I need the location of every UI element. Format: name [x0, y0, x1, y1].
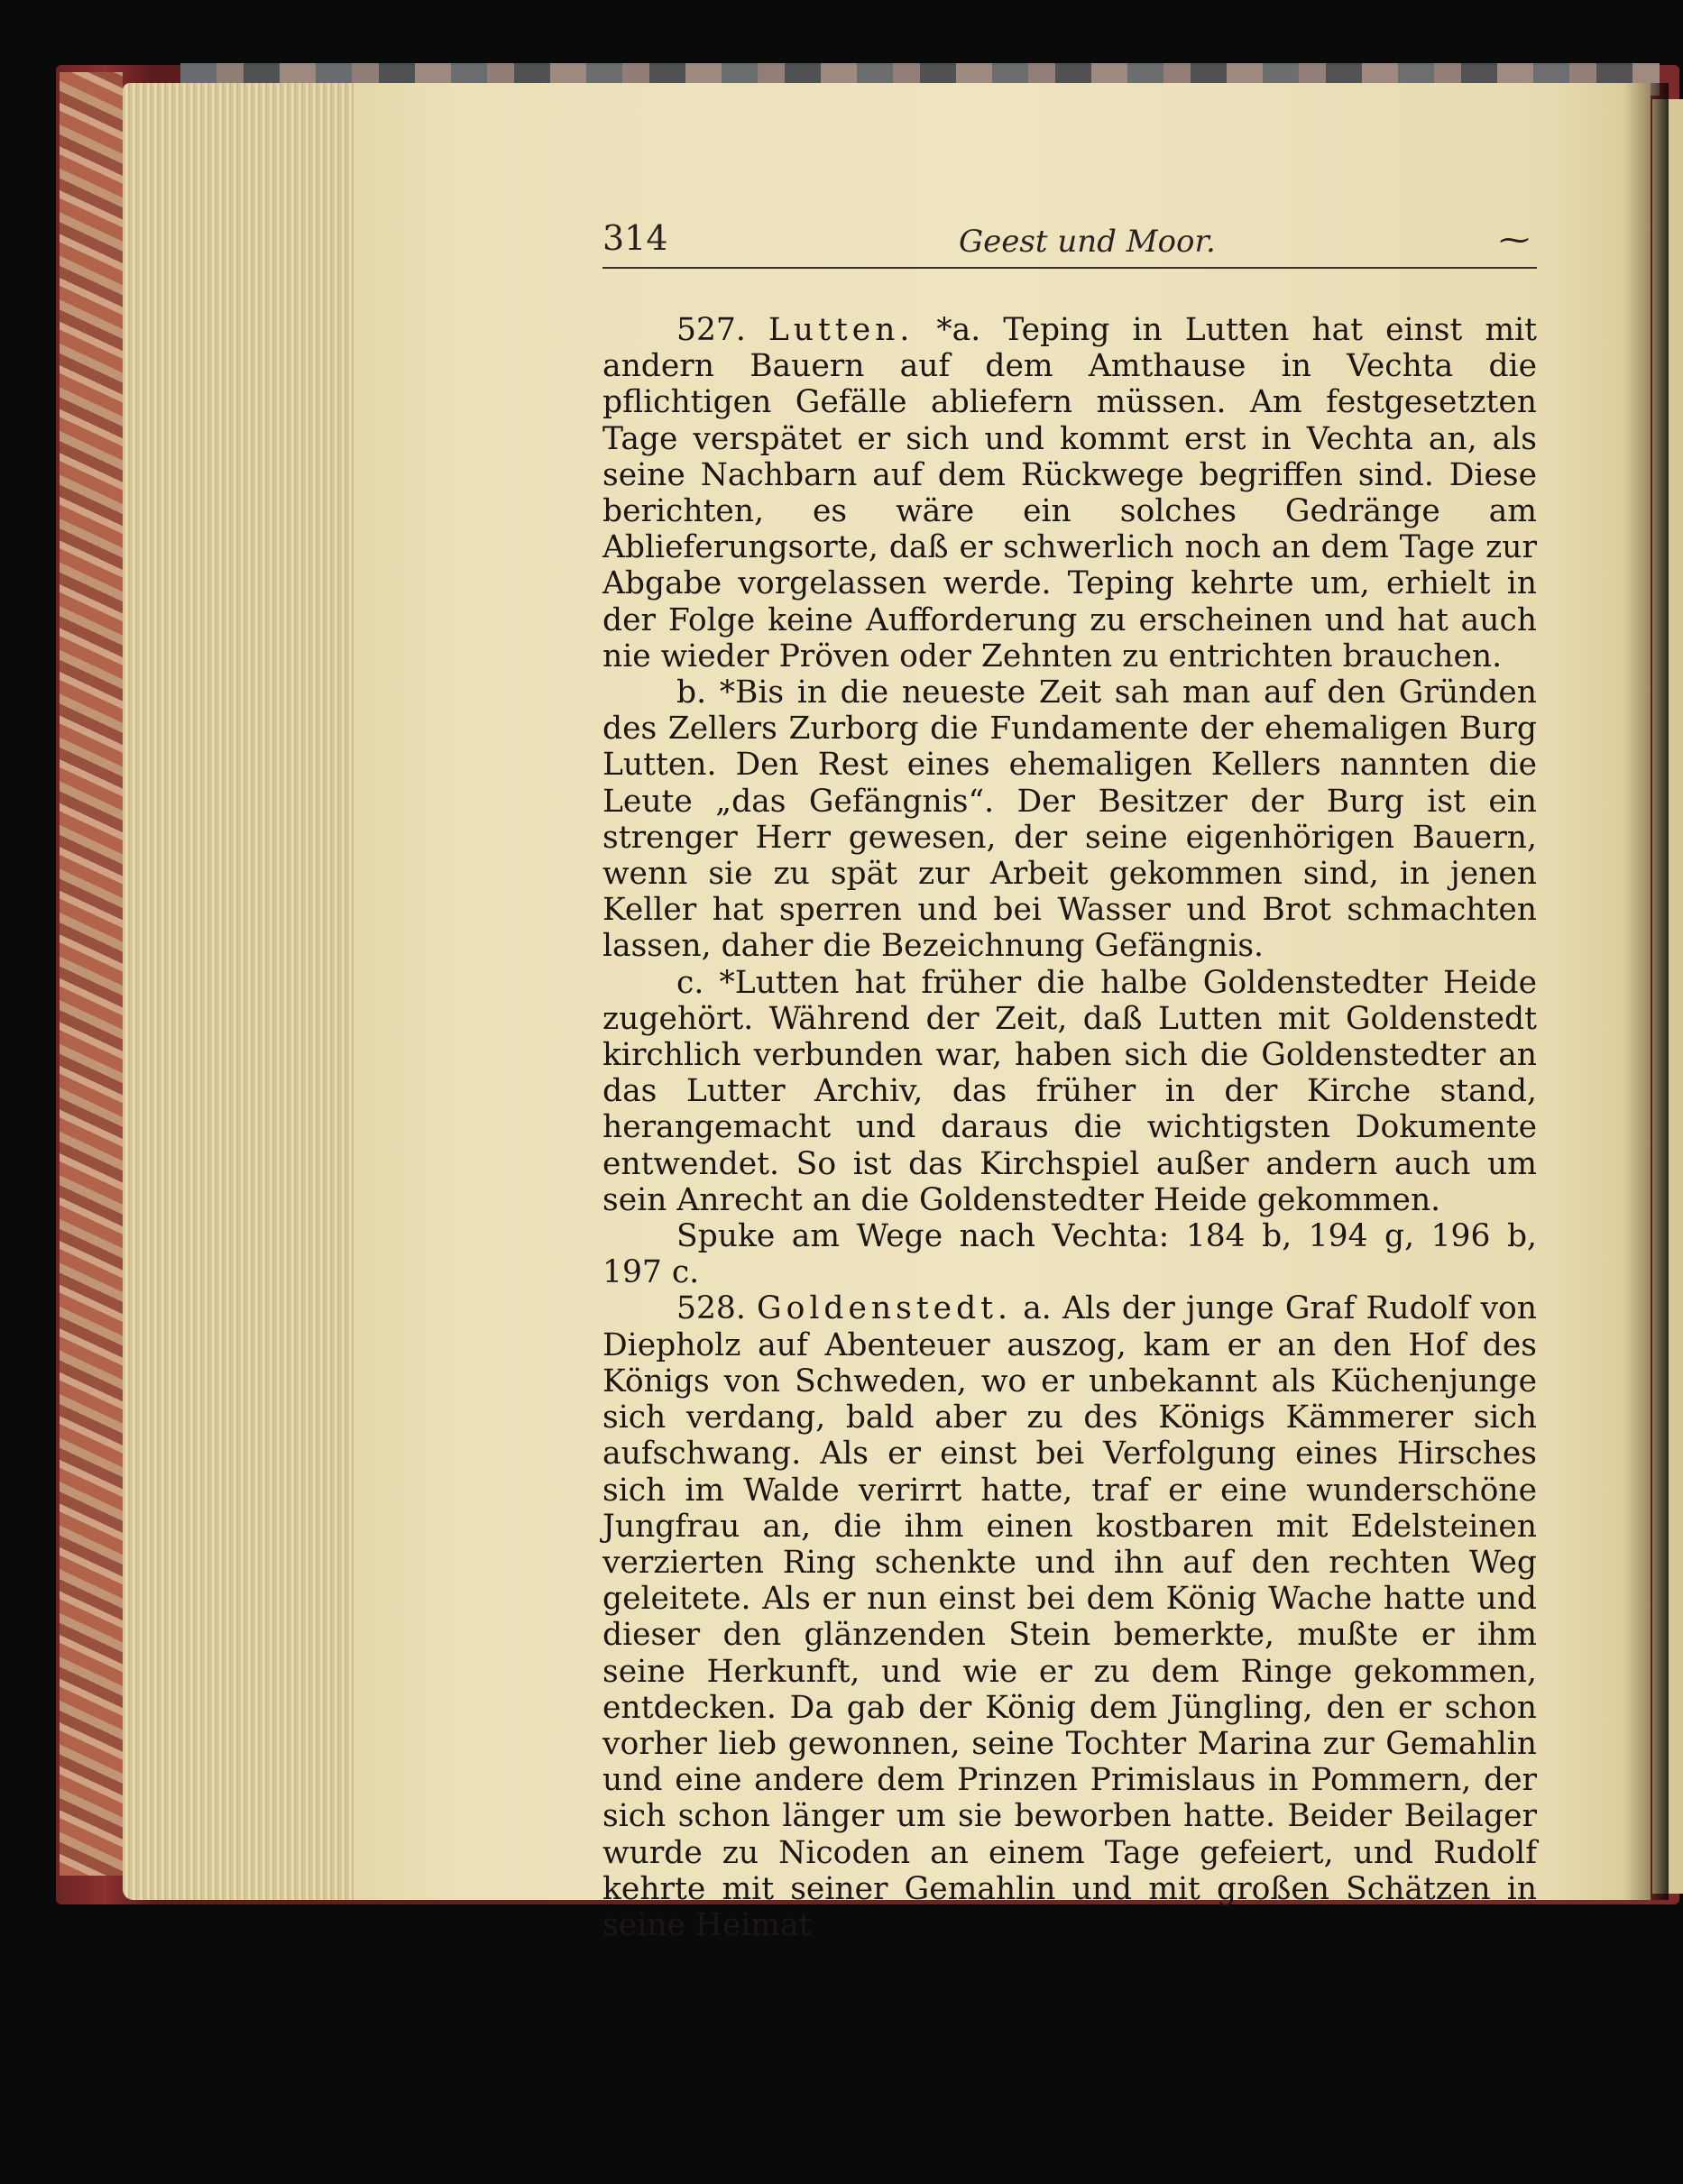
entry-keyword: Goldenstedt.: [757, 1290, 1013, 1327]
entry-number: 527.: [676, 312, 746, 348]
paragraph-text: a. Als der junge Graf Rudolf von Diepholz auf Abenteuer auszog, kam er an den Hof des Königs von Schweden, wo er unbekannt als Küchenjunge sich verdang, bald aber zu des Königs Kämmerer sich aufschwang. Als er einst bei Verfolgung eines Hirsches sich im Walde verirrt hatte, traf er eine wunderschöne Jungfrau an, die ihm einen kostbaren mit Edelsteinen verzierten Ring schenkte und ihn auf den rechten Weg geleitete. Als er nun einst bei dem König Wache hatte und dieser den glänzenden Stein bemerkte, mußte er ihm seine Herkunft, und wie er zu dem Ringe gekommen, entdecken. Da gab der König dem Jüngling, den er schon vorher lieb gewonnen, seine Tochter Marina zur Gemahlin und eine andere dem Prinzen Primislaus in Pommern, der sich schon länger um sie beworben hatte. Beider Beilager wurde zu Nicoden an einem Tage gefeiert, und Rudolf kehrte mit seiner Gemahlin und mit großen Schätzen in seine Heimat: [602, 1290, 1537, 1943]
marbled-endpaper: [60, 72, 123, 1876]
gutter-shadow: [1623, 83, 1669, 1900]
page-header: [602, 218, 1537, 263]
entry-number: 528.: [676, 1290, 746, 1327]
paragraph-527b: b. *Bis in die neueste Zeit sah man auf den Gründen des Zellers Zurborg die Fundamente der ehemaligen Burg Lutten. Den Rest eines ehemaligen Kellers nannten die Leute „das Gefängnis“. Der Besitzer der Burg ist ein strenger Herr gewesen, der seine eigenhörigen Bauern, wenn sie zu spät zur Arbeit gekommen sind, in jenen Keller hat sperren und bei Wasser und Brot schmachten lassen, daher die Bezeichnung Gefängnis.: [602, 674, 1537, 965]
paragraph-527c: c. *Lutten hat früher die halbe Goldenstedter Heide zugehört. Während der Zeit, daß Lutten mit Goldenstedt kirchlich verbunden war, haben sich die Goldenstedter an das Lutter Archiv, das früher in der Kirche stand, herangemacht und daraus die wichtigsten Dokumente entwendet. So ist das Kirchspiel außer andern auch um sein Anrecht an die Goldenstedter Heide gekommen.: [602, 964, 1537, 1218]
running-title: Geest und Moor.: [959, 224, 1216, 260]
header-rule: [602, 267, 1537, 269]
cross-reference: Spuke am Wege nach Vechta: 184 b, 194 g, 196 b, 197 c.: [602, 1218, 1537, 1291]
header-ornament: ⁓: [1499, 222, 1530, 258]
body-text: [602, 312, 1537, 1943]
paragraph-text: *a. Teping in Lutten hat einst mit andern Bauern auf dem Amthause in Vechta die pflichtigen Gefälle abliefern müssen. Am festgesetzten Tage verspätet er sich und kommt erst in Vechta an, als seine Nachbarn auf dem Rückwege begriffen sind. Diese berichten, es wäre ein solches Gedränge am Ablieferungsorte, daß er schwerlich noch an dem Tage zur Abgabe vorgelassen werde. Teping kehrte um, erhielt in der Folge keine Aufforderung zu erscheinen und hat auch nie wieder Pröven oder Zehnten zu entrichten brauchen.: [602, 312, 1537, 674]
paragraph-527a: [602, 312, 1537, 674]
paragraph-528a: [602, 1290, 1537, 1943]
entry-keyword: Lutten.: [768, 312, 915, 348]
page-edges: [123, 83, 357, 1900]
page-number: 314: [602, 218, 668, 258]
